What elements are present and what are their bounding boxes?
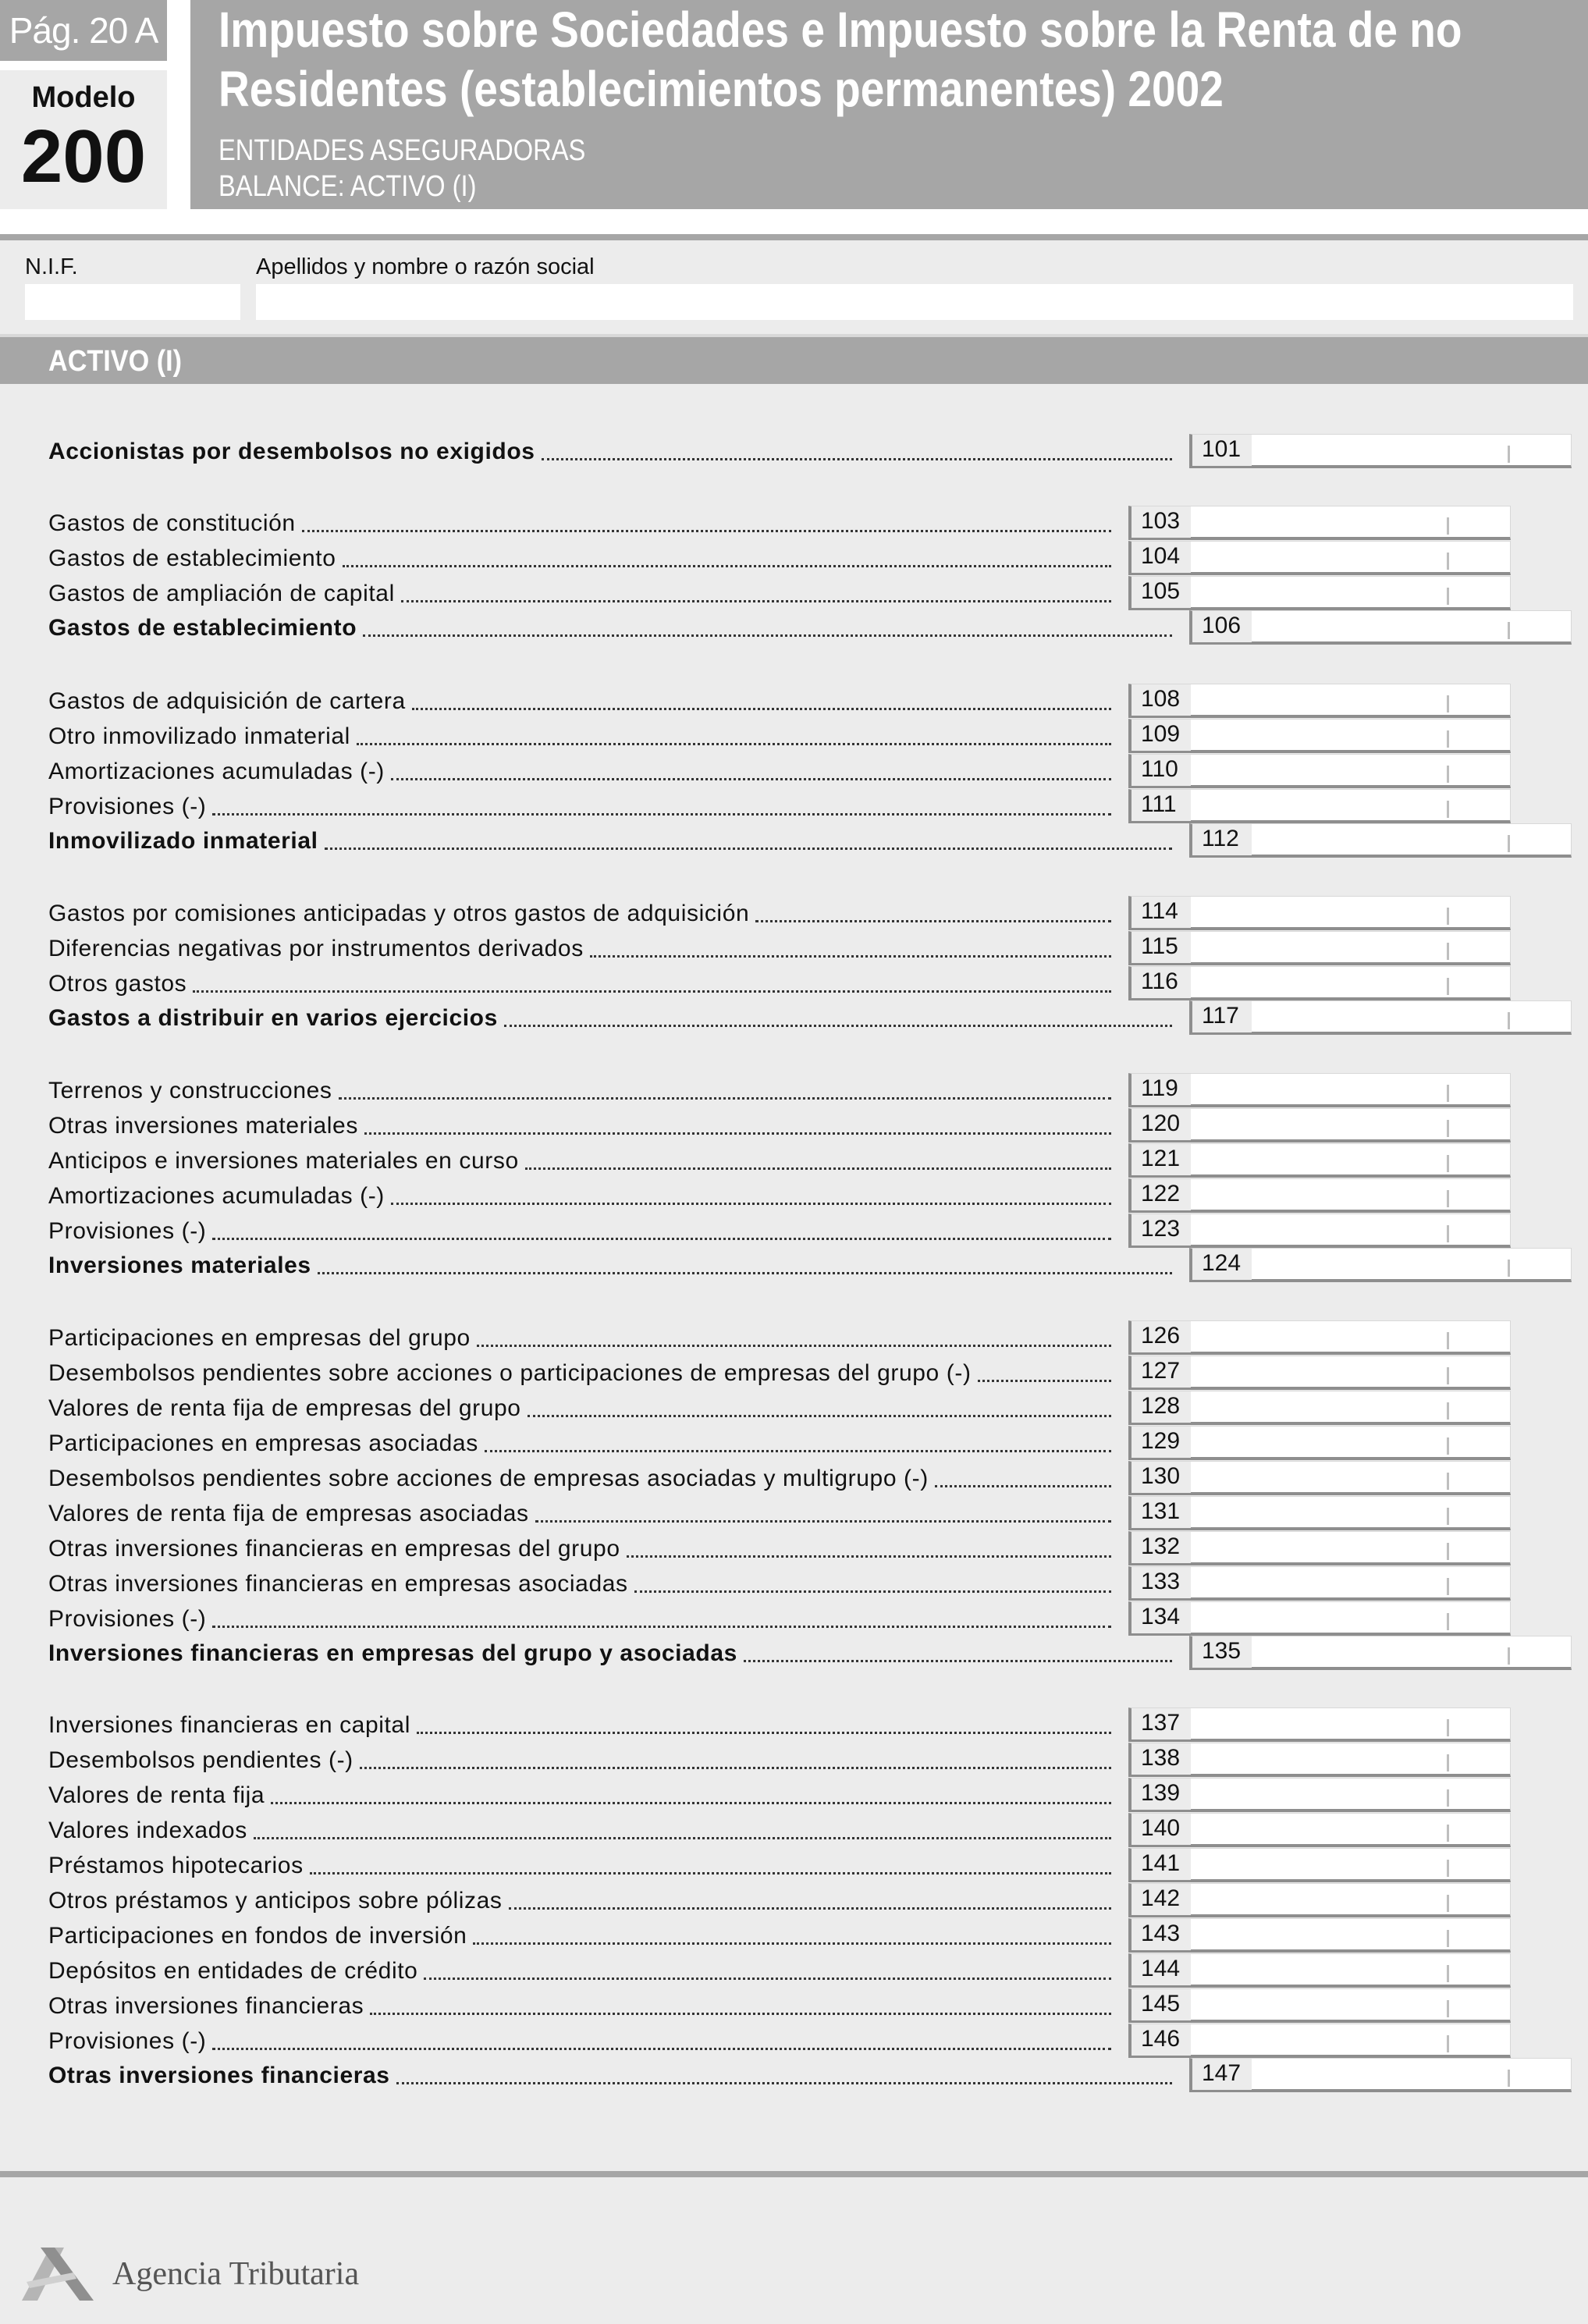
form-title-line2: Residentes (establecimientos permanentes) 2002 — [218, 61, 1224, 117]
amount-field[interactable] — [1189, 823, 1572, 858]
amount-field[interactable] — [1128, 1848, 1511, 1882]
modelo-number: 200 — [20, 115, 147, 198]
row-label: Otras inversiones financieras en empresas asociadas — [48, 1571, 628, 1597]
total-row — [0, 1248, 1588, 1282]
dot-leader — [396, 2082, 1172, 2084]
dot-leader — [417, 1732, 1111, 1734]
box-code: 117 — [1202, 1003, 1239, 1029]
amount-field[interactable] — [1189, 1000, 1572, 1035]
form-subtitle — [218, 133, 585, 204]
box-code: 120 — [1141, 1110, 1181, 1136]
dot-leader — [525, 1167, 1111, 1170]
decimal-separator — [1447, 1332, 1449, 1349]
decimal-separator — [1447, 1155, 1449, 1172]
row-label: Provisiones (-) — [48, 1606, 207, 1632]
line-row — [0, 1461, 1588, 1495]
line-row — [0, 1707, 1588, 1742]
dot-leader — [755, 920, 1111, 922]
box-code: 111 — [1141, 791, 1177, 817]
dot-leader — [325, 848, 1172, 850]
box-code: 127 — [1141, 1358, 1181, 1384]
dot-leader — [401, 600, 1111, 602]
line-row — [0, 896, 1588, 930]
row-label: Provisiones (-) — [48, 1218, 207, 1244]
bottom-divider — [0, 2171, 1588, 2177]
decimal-separator — [1508, 1647, 1510, 1665]
row-label: Diferencias negativas por instrumentos derivados — [48, 936, 584, 961]
box-code: 142 — [1141, 1885, 1181, 1911]
decimal-separator — [1447, 1508, 1449, 1525]
decimal-separator — [1447, 908, 1449, 925]
dot-leader — [473, 1942, 1111, 1945]
amount-field[interactable] — [1128, 576, 1511, 610]
row-label: Inmovilizado inmaterial — [48, 828, 318, 854]
box-code: 129 — [1141, 1428, 1181, 1454]
page-number-text: Pág. 20 A — [9, 10, 158, 51]
line-row — [0, 1073, 1588, 1107]
amount-field[interactable] — [1189, 434, 1572, 468]
decimal-separator — [1447, 1789, 1449, 1807]
box-code: 140 — [1141, 1815, 1181, 1841]
row-label: Inversiones materiales — [48, 1253, 311, 1278]
top-divider — [0, 234, 1588, 240]
line-row — [0, 1778, 1588, 1812]
line-row — [0, 576, 1588, 610]
agencia-tributaria-logo-icon — [19, 2241, 97, 2308]
amount-field[interactable] — [1128, 931, 1511, 965]
total-row — [0, 1636, 1588, 1670]
row-label: Otro inmovilizado inmaterial — [48, 723, 350, 749]
box-code: 138 — [1141, 1745, 1181, 1771]
row-label: Inversiones financieras en capital — [48, 1712, 410, 1738]
line-row — [0, 1883, 1588, 1917]
box-code: 104 — [1141, 543, 1181, 569]
row-label: Valores de renta fija de empresas asociadas — [48, 1501, 529, 1526]
dot-leader — [212, 2048, 1111, 2050]
amount-field[interactable] — [1128, 754, 1511, 788]
amount-field[interactable] — [1128, 2024, 1511, 2058]
name-field[interactable] — [256, 284, 1573, 320]
box-code: 139 — [1141, 1780, 1181, 1806]
line-row — [0, 1566, 1588, 1601]
amount-field[interactable] — [1128, 966, 1511, 1000]
row-label: Otros préstamos y anticipos sobre pólizas — [48, 1888, 503, 1914]
decimal-separator — [1447, 1578, 1449, 1595]
decimal-separator — [1508, 2070, 1510, 2087]
dot-leader — [477, 1345, 1111, 1347]
row-label: Otras inversiones financieras — [48, 1993, 364, 2019]
row-label: Gastos de ampliación de capital — [48, 581, 395, 606]
line-row — [0, 966, 1588, 1000]
box-code: 108 — [1141, 686, 1181, 712]
amount-field[interactable] — [1189, 2058, 1572, 2092]
form-title-line1: Impuesto sobre Sociedades e Impuesto sobre la Renta de no — [218, 2, 1462, 58]
line-row — [0, 1356, 1588, 1390]
box-code: 109 — [1141, 721, 1181, 747]
box-code: 137 — [1141, 1710, 1181, 1736]
decimal-separator — [1508, 622, 1510, 639]
amount-field[interactable] — [1128, 1073, 1511, 1107]
decimal-separator — [1447, 801, 1449, 818]
decimal-separator — [1447, 978, 1449, 995]
dot-leader — [412, 708, 1111, 710]
form-title — [218, 0, 1462, 119]
total-row — [0, 823, 1588, 858]
amount-field[interactable] — [1128, 1601, 1511, 1636]
row-label: Amortizaciones acumuladas (-) — [48, 759, 385, 784]
section-bar — [0, 334, 1588, 384]
dot-leader — [535, 1520, 1111, 1523]
amount-field[interactable] — [1128, 1707, 1511, 1742]
row-label: Préstamos hipotecarios — [48, 1853, 304, 1878]
decimal-separator — [1508, 835, 1510, 852]
decimal-separator — [1447, 2000, 1449, 2017]
dot-leader — [271, 1802, 1111, 1804]
row-label: Amortizaciones acumuladas (-) — [48, 1183, 385, 1209]
dot-leader — [590, 955, 1111, 958]
line-row — [0, 1143, 1588, 1178]
dot-leader — [212, 813, 1111, 816]
row-label: Desembolsos pendientes sobre acciones o participaciones de empresas del grupo (-) — [48, 1360, 972, 1386]
line-row — [0, 1391, 1588, 1425]
decimal-separator — [1447, 695, 1449, 712]
amount-field[interactable] — [1128, 1356, 1511, 1390]
amount-field[interactable] — [1189, 610, 1572, 645]
line-row — [0, 1953, 1588, 1988]
row-label: Anticipos e inversiones materiales en curso — [48, 1148, 519, 1174]
dot-leader — [302, 530, 1111, 532]
row-label: Participaciones en fondos de inversión — [48, 1923, 467, 1949]
line-row — [0, 1918, 1588, 1953]
amount-field[interactable] — [1128, 1778, 1511, 1812]
line-row — [0, 719, 1588, 753]
box-code: 131 — [1141, 1498, 1181, 1524]
row-label: Desembolsos pendientes (-) — [48, 1747, 353, 1773]
dot-leader — [363, 634, 1172, 637]
amount-field[interactable] — [1128, 1883, 1511, 1917]
dot-leader — [935, 1485, 1111, 1487]
decimal-separator — [1447, 1965, 1449, 1982]
nif-field[interactable] — [25, 284, 240, 320]
box-code: 112 — [1202, 826, 1239, 851]
dot-leader — [485, 1450, 1111, 1452]
amount-field[interactable] — [1128, 1531, 1511, 1565]
box-code: 123 — [1141, 1216, 1181, 1242]
amount-field[interactable] — [1128, 1953, 1511, 1988]
decimal-separator — [1447, 1367, 1449, 1384]
decimal-separator — [1447, 1402, 1449, 1420]
dot-leader — [310, 1872, 1111, 1874]
title-box — [190, 0, 1588, 209]
agency-name: Agencia Tributaria — [112, 2256, 360, 2292]
line-row — [0, 1320, 1588, 1355]
box-code: 147 — [1202, 2060, 1242, 2086]
box-code: 124 — [1202, 1250, 1242, 1276]
box-code: 134 — [1141, 1604, 1181, 1629]
box-code: 146 — [1141, 2026, 1181, 2052]
line-row — [0, 1214, 1588, 1248]
total-row — [0, 434, 1588, 468]
amount-field[interactable] — [1128, 1461, 1511, 1495]
line-row — [0, 1531, 1588, 1565]
decimal-separator — [1447, 2035, 1449, 2052]
amount-field[interactable] — [1128, 1918, 1511, 1953]
dot-leader — [744, 1660, 1172, 1662]
dot-leader — [212, 1626, 1111, 1628]
box-code: 128 — [1141, 1393, 1181, 1419]
dot-leader — [391, 778, 1111, 780]
row-label: Valores indexados — [48, 1818, 247, 1843]
box-code: 126 — [1141, 1323, 1181, 1349]
row-label: Gastos de establecimiento — [48, 615, 357, 641]
dot-leader — [254, 1837, 1111, 1839]
total-row — [0, 2058, 1588, 2092]
row-label: Provisiones (-) — [48, 794, 207, 819]
decimal-separator — [1447, 730, 1449, 748]
box-code: 110 — [1141, 756, 1178, 782]
amount-field[interactable] — [1128, 719, 1511, 753]
decimal-separator — [1447, 517, 1449, 535]
dot-leader — [370, 2013, 1111, 2015]
modelo-box — [0, 70, 167, 209]
box-code: 119 — [1141, 1075, 1178, 1101]
row-label: Otras inversiones materiales — [48, 1113, 358, 1139]
box-code: 103 — [1141, 508, 1181, 534]
decimal-separator — [1447, 943, 1449, 960]
amount-field[interactable] — [1128, 1988, 1511, 2023]
section-title: ACTIVO (I) — [48, 345, 182, 378]
line-row — [0, 1178, 1588, 1213]
amount-field[interactable] — [1128, 684, 1511, 718]
amount-field[interactable] — [1128, 1566, 1511, 1601]
amount-field[interactable] — [1128, 1108, 1511, 1142]
box-code: 115 — [1141, 933, 1178, 959]
dot-leader — [357, 743, 1111, 745]
dot-leader — [364, 1132, 1111, 1135]
line-row — [0, 1496, 1588, 1530]
line-row — [0, 789, 1588, 823]
row-label: Valores de renta fija de empresas del grupo — [48, 1395, 521, 1421]
row-label: Depósitos en entidades de crédito — [48, 1958, 418, 1984]
dot-leader — [391, 1203, 1111, 1205]
row-label: Gastos por comisiones anticipadas y otros gastos de adquisición — [48, 901, 750, 926]
dot-leader — [509, 1907, 1111, 1910]
dot-leader — [978, 1380, 1111, 1382]
line-row — [0, 2024, 1588, 2058]
decimal-separator — [1508, 1260, 1510, 1277]
dot-leader — [343, 565, 1111, 567]
box-code: 130 — [1141, 1463, 1181, 1489]
dot-leader — [318, 1272, 1172, 1274]
row-label: Inversiones financieras en empresas del grupo y asociadas — [48, 1640, 737, 1666]
amount-field[interactable] — [1128, 506, 1511, 540]
box-code: 144 — [1141, 1956, 1181, 1981]
box-code: 143 — [1141, 1921, 1181, 1946]
line-row — [0, 1813, 1588, 1847]
decimal-separator — [1447, 1543, 1449, 1560]
box-code: 105 — [1141, 578, 1181, 604]
total-row — [0, 1000, 1588, 1035]
amount-field[interactable] — [1189, 1636, 1572, 1670]
amount-field[interactable] — [1189, 1248, 1572, 1282]
line-row — [0, 1108, 1588, 1142]
decimal-separator — [1447, 1473, 1449, 1490]
decimal-separator — [1447, 1120, 1449, 1137]
line-row — [0, 541, 1588, 575]
dot-leader — [424, 1978, 1111, 1980]
row-label: Gastos de constitución — [48, 510, 296, 536]
box-code: 145 — [1141, 1991, 1181, 2017]
amount-field[interactable] — [1128, 1178, 1511, 1213]
decimal-separator — [1447, 1085, 1449, 1102]
line-row — [0, 1988, 1588, 2023]
decimal-separator — [1447, 1225, 1449, 1242]
line-row — [0, 1426, 1588, 1460]
row-label: Provisiones (-) — [48, 2028, 207, 2054]
decimal-separator — [1447, 1754, 1449, 1771]
row-label: Participaciones en empresas del grupo — [48, 1325, 471, 1351]
name-label: Apellidos y nombre o razón social — [256, 254, 595, 279]
amount-field[interactable] — [1128, 1143, 1511, 1178]
box-code: 101 — [1202, 436, 1242, 462]
decimal-separator — [1447, 1190, 1449, 1207]
dot-leader — [504, 1025, 1172, 1027]
row-label: Terrenos y construcciones — [48, 1078, 332, 1103]
box-code: 133 — [1141, 1569, 1181, 1594]
amount-field[interactable] — [1128, 789, 1511, 823]
row-label: Gastos a distribuir en varios ejercicios — [48, 1005, 498, 1031]
line-row — [0, 754, 1588, 788]
row-label: Otras inversiones financieras en empresas del grupo — [48, 1536, 620, 1562]
box-code: 106 — [1202, 613, 1242, 638]
line-row — [0, 506, 1588, 540]
dot-leader — [528, 1415, 1111, 1417]
row-label: Desembolsos pendientes sobre acciones de empresas asociadas y multigrupo (-) — [48, 1466, 929, 1491]
line-row — [0, 1601, 1588, 1636]
box-code: 114 — [1141, 898, 1178, 924]
row-label: Gastos de establecimiento — [48, 545, 336, 571]
dot-leader — [360, 1767, 1111, 1769]
row-label: Gastos de adquisición de cartera — [48, 688, 406, 714]
amount-field[interactable] — [1128, 896, 1511, 930]
decimal-separator — [1447, 1613, 1449, 1630]
box-code: 121 — [1141, 1146, 1181, 1171]
dot-leader — [634, 1590, 1111, 1593]
line-row — [0, 931, 1588, 965]
row-label: Participaciones en empresas asociadas — [48, 1430, 478, 1456]
decimal-separator — [1447, 1825, 1449, 1842]
amount-field[interactable] — [1128, 1496, 1511, 1530]
decimal-separator — [1508, 446, 1510, 463]
amount-field[interactable] — [1128, 541, 1511, 575]
dot-leader — [193, 990, 1111, 993]
amount-field[interactable] — [1128, 1391, 1511, 1425]
decimal-separator — [1447, 553, 1449, 570]
amount-field[interactable] — [1128, 1743, 1511, 1777]
box-code: 132 — [1141, 1533, 1181, 1559]
amount-field[interactable] — [1128, 1320, 1511, 1355]
modelo-label: Modelo — [31, 81, 136, 114]
dot-leader — [627, 1555, 1111, 1558]
decimal-separator — [1508, 1012, 1510, 1029]
decimal-separator — [1447, 1895, 1449, 1912]
amount-field[interactable] — [1128, 1214, 1511, 1248]
decimal-separator — [1447, 588, 1449, 605]
dot-leader — [212, 1238, 1111, 1240]
row-label: Accionistas por desembolsos no exigidos — [48, 439, 535, 464]
nif-label: N.I.F. — [25, 254, 78, 279]
line-row — [0, 1743, 1588, 1777]
form-subtitle-line2: BALANCE: ACTIVO (I) — [218, 170, 477, 203]
amount-field[interactable] — [1128, 1813, 1511, 1847]
decimal-separator — [1447, 766, 1449, 783]
row-label: Otros gastos — [48, 971, 187, 997]
box-code: 116 — [1141, 968, 1178, 994]
box-code: 122 — [1141, 1181, 1181, 1206]
box-code: 141 — [1141, 1850, 1181, 1876]
total-row — [0, 610, 1588, 645]
line-row — [0, 1848, 1588, 1882]
amount-field[interactable] — [1128, 1426, 1511, 1460]
row-label: Otras inversiones financieras — [48, 2063, 390, 2088]
decimal-separator — [1447, 1719, 1449, 1736]
decimal-separator — [1447, 1437, 1449, 1455]
dot-leader — [542, 458, 1172, 460]
box-code: 135 — [1202, 1638, 1242, 1664]
page-number — [0, 0, 167, 61]
dot-leader — [339, 1097, 1111, 1100]
form-subtitle-line1: ENTIDADES ASEGURADORAS — [218, 134, 586, 167]
decimal-separator — [1447, 1860, 1449, 1877]
decimal-separator — [1447, 1930, 1449, 1947]
line-row — [0, 684, 1588, 718]
row-label: Valores de renta fija — [48, 1782, 265, 1808]
